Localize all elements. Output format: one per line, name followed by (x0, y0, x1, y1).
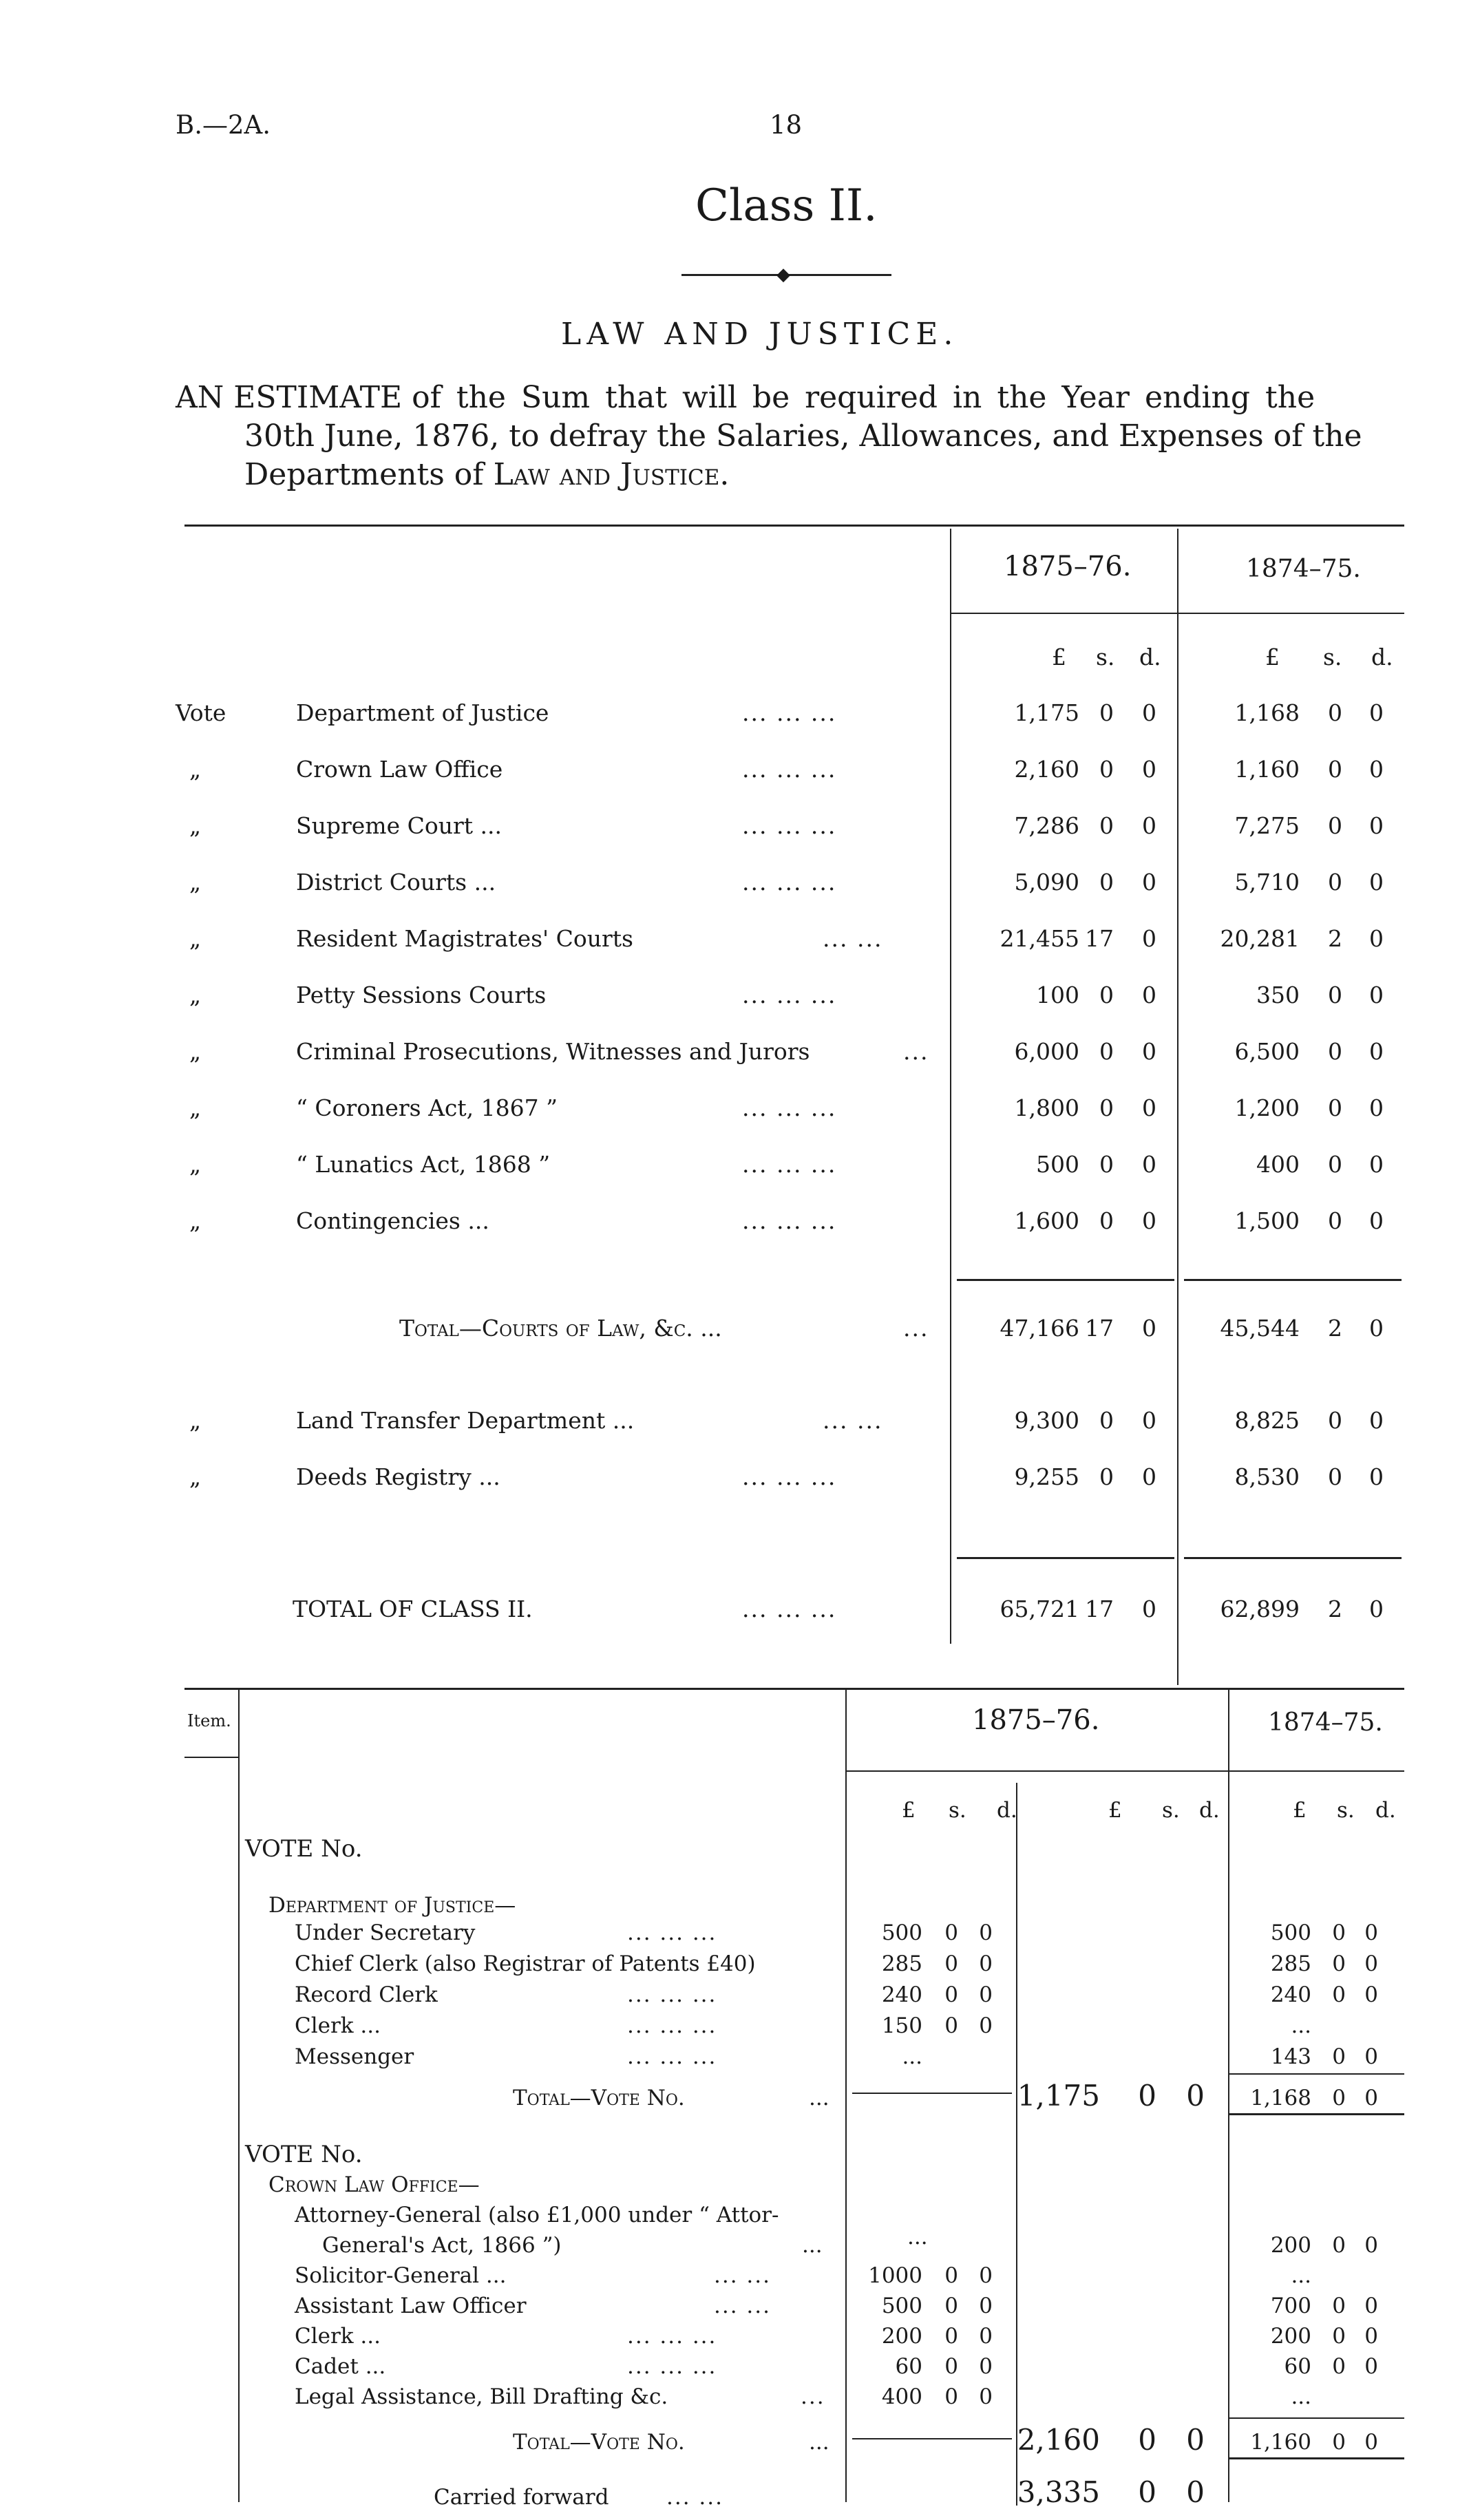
summary-value-pence-b: 0 (1369, 756, 1384, 783)
unit-s-a: s. (1096, 644, 1115, 670)
detail-value-shillings-a: 0 (944, 2263, 958, 2288)
summary-row-dots: ... ... ... (742, 1151, 837, 1178)
summary-row-dots: ... ... ... (742, 756, 837, 783)
summary-value-shillings-a: 0 (1099, 1407, 1114, 1434)
summary-row-name: Department of Justice (296, 699, 549, 726)
intro-law-justice: Law and Justice. (493, 457, 730, 492)
summary-value-pounds-a: 5,090 (1014, 869, 1079, 896)
detail-value-pounds-b: 143 (1270, 2044, 1311, 2069)
summary-value-pence-b: 0 (1369, 982, 1384, 1008)
detail-value-shillings-b: 0 (1332, 1920, 1346, 1945)
detail-value-shillings-b: 0 (1332, 2294, 1346, 2318)
intro-line-3 (244, 457, 729, 492)
intro-line-2: 30th June, 1876, to defray the Salaries, Allowances, and Expenses of the (244, 419, 1362, 454)
summary-row-name: Resident Magistrates' Courts (296, 925, 633, 952)
detail-value-shillings-b: 0 (1332, 1951, 1346, 1976)
detail-value-pounds-b: 500 (1270, 1920, 1311, 1945)
detail-value-pence-b: 0 (1364, 2044, 1378, 2069)
detail-row-dots: ... (801, 2384, 825, 2409)
summary-value-pounds-b: 45,544 (1220, 1315, 1300, 1342)
detail-row-name: Solicitor-General ... (295, 2263, 507, 2288)
total-courts-rule-a (957, 1279, 1174, 1281)
detail-vline-1 (845, 1690, 847, 2502)
summary-row-dots: ... (903, 1038, 929, 1065)
page-ref: B.—2A. (176, 110, 271, 140)
summary-row-prefix: „ (189, 982, 202, 1008)
vote-total-pence-b: 0 (1364, 2430, 1378, 2455)
summary-value-pence-b: 0 (1369, 1207, 1384, 1234)
summary-value-pounds-a: 7,286 (1014, 812, 1079, 839)
detail-value-pounds-a: 1000 (868, 2263, 922, 2288)
summary-value-shillings-b: 0 (1328, 1094, 1342, 1121)
summary-value-pence-b: 0 (1369, 925, 1384, 952)
crown-heading: Crown Law Office— (268, 2172, 480, 2197)
summary-year-b: 1874–75. (1246, 555, 1361, 583)
detail-year-rule-b (1229, 1770, 1404, 1772)
detail-value-pence-b: 0 (1364, 1951, 1378, 1976)
vote-total-shillings-a: 0 (1138, 2423, 1156, 2457)
summary-value-pence-a: 0 (1142, 699, 1156, 726)
d-unit-d-3: d. (1375, 1798, 1396, 1823)
summary-value-pounds-a: 500 (1036, 1151, 1079, 1178)
summary-row-dots: ... ... ... (742, 1094, 837, 1121)
vote-total-pence-a: 0 (1186, 2423, 1205, 2457)
d-unit-s-2: s. (1162, 1798, 1180, 1823)
detail-value-shillings-a: 0 (944, 2013, 958, 2038)
summary-value-pounds-a: 9,255 (1014, 1463, 1079, 1490)
summary-row-dots: ... ... ... (742, 982, 837, 1008)
summary-total-label: TOTAL OF CLASS II. (293, 1596, 533, 1622)
carried-forward-pounds: 3,335 (1017, 2475, 1100, 2509)
detail-row-dots: ... ... ... (627, 1920, 717, 1945)
summary-value-pence-b: 0 (1369, 1315, 1384, 1342)
summary-value-shillings-b: 0 (1328, 1207, 1342, 1234)
detail-value-shillings-b: 0 (1332, 2324, 1346, 2349)
detail-value-pounds-b: 200 (1270, 2324, 1311, 2349)
detail-value-pounds-a: 200 (881, 2324, 922, 2349)
total-courts-rule-b (1184, 1279, 1402, 1281)
summary-value-shillings-b: 0 (1328, 699, 1342, 726)
justice-total-rule-top-b (1229, 2073, 1404, 2075)
detail-row-name: Messenger (295, 2044, 414, 2069)
summary-value-shillings-b: 2 (1328, 1315, 1342, 1342)
summary-row-prefix: „ (189, 1407, 202, 1434)
detail-value-pence-a: 0 (979, 1951, 993, 1976)
summary-value-pounds-a: 47,166 (1000, 1315, 1079, 1342)
detail-value-pence-b: 0 (1364, 2324, 1378, 2349)
attorney-general-line2: General's Act, 1866 ”) (322, 2233, 562, 2258)
vote-total-label: Total—Vote No. (513, 2430, 685, 2455)
carried-forward-pence: 0 (1186, 2475, 1205, 2509)
summary-row-dots: ... ... ... (742, 1207, 837, 1234)
detail-value-pence-b: 0 (1364, 2354, 1378, 2379)
summary-row-dots: ... ... ... (742, 869, 837, 896)
detail-value-pounds-a: 60 (895, 2354, 922, 2379)
justice-total-rule-b (1229, 2113, 1404, 2115)
detail-value-shillings-a: 0 (944, 2354, 958, 2379)
summary-value-pence-a: 0 (1142, 925, 1156, 952)
summary-value-shillings-a: 0 (1099, 1038, 1114, 1065)
d-unit-pound-3: £ (1293, 1798, 1307, 1823)
summary-value-pounds-a: 6,000 (1014, 1038, 1079, 1065)
detail-value-shillings-b: 0 (1332, 2044, 1346, 2069)
summary-value-pence-a: 0 (1142, 1207, 1156, 1234)
page-number: 18 (770, 110, 803, 140)
summary-row-name: Deeds Registry ... (296, 1463, 500, 1490)
summary-row-name: Supreme Court ... (296, 812, 502, 839)
attorney-general-pounds-b: 200 (1270, 2233, 1311, 2258)
summary-row-dots: ... ... (823, 925, 883, 952)
detail-value-pence-a: 0 (979, 2263, 993, 2288)
summary-row-name: District Courts ... (296, 869, 496, 896)
unit-s-b: s. (1323, 644, 1342, 670)
detail-row-dots: ... ... ... (627, 2013, 717, 2038)
vote-total-label: Total—Vote No. (513, 2086, 685, 2110)
summary-value-shillings-b: 0 (1328, 869, 1342, 896)
detail-value-pounds-b: ... (1291, 2384, 1311, 2409)
attorney-general-shillings-b: 0 (1332, 2233, 1346, 2258)
vote-total-pence-a: 0 (1186, 2079, 1205, 2113)
attorney-general-pence-b: 0 (1364, 2233, 1378, 2258)
summary-value-pence-b: 0 (1369, 1463, 1384, 1490)
summary-value-shillings-a: 0 (1099, 869, 1114, 896)
d-unit-d-2: d. (1199, 1798, 1220, 1823)
summary-value-pounds-a: 21,455 (1000, 925, 1079, 952)
summary-value-pence-a: 0 (1142, 1596, 1156, 1622)
vote-total-pounds-b: 1,160 (1250, 2430, 1311, 2455)
summary-row-dots: ... ... ... (742, 812, 837, 839)
detail-value-pence-a: 0 (979, 2384, 993, 2409)
detail-value-pounds-a: 150 (881, 2013, 922, 2038)
summary-value-pence-a: 0 (1142, 1151, 1156, 1178)
detail-row-name: Clerk ... (295, 2013, 381, 2038)
summary-row-dots: ... ... ... (742, 1463, 837, 1490)
class-title: Class II. (695, 180, 878, 231)
detail-value-shillings-a: 0 (944, 2324, 958, 2349)
summary-value-pounds-a: 2,160 (1014, 756, 1079, 783)
detail-value-pence-a: 0 (979, 2013, 993, 2038)
detail-value-pounds-b: 240 (1270, 1982, 1311, 2007)
summary-year-a: 1875–76. (1004, 551, 1132, 582)
crown-total-rule-top-b (1229, 2417, 1404, 2419)
summary-value-pence-a: 0 (1142, 1094, 1156, 1121)
summary-value-pounds-b: 5,710 (1234, 869, 1300, 896)
summary-row-prefix: „ (189, 869, 202, 896)
summary-value-shillings-a: 17 (1085, 1596, 1114, 1622)
summary-value-pence-b: 0 (1369, 812, 1384, 839)
summary-row-prefix: „ (189, 756, 202, 783)
detail-vline-2 (1228, 1690, 1229, 2502)
detail-value-pence-b: 0 (1364, 1920, 1378, 1945)
summary-value-pence-b: 0 (1369, 1151, 1384, 1178)
summary-value-shillings-a: 17 (1085, 1315, 1114, 1342)
summary-value-pounds-a: 1,800 (1014, 1094, 1079, 1121)
justice-heading: Department of Justice— (268, 1893, 516, 1918)
summary-row-name: “ Coroners Act, 1867 ” (296, 1094, 558, 1121)
detail-row-dots: ... ... ... (627, 1982, 717, 2007)
diamond-icon: ◆ (776, 264, 790, 285)
total-class-rule-b (1184, 1557, 1402, 1559)
detail-value-pounds-b: 285 (1270, 1951, 1311, 1976)
summary-value-shillings-a: 0 (1099, 1207, 1114, 1234)
summary-value-shillings-b: 2 (1328, 1596, 1342, 1622)
vote-total-shillings-a: 0 (1138, 2079, 1156, 2113)
summary-value-pounds-a: 9,300 (1014, 1407, 1079, 1434)
detail-value-pence-a: 0 (979, 2354, 993, 2379)
summary-row-name: “ Lunatics Act, 1868 ” (296, 1151, 551, 1178)
summary-value-shillings-a: 0 (1099, 1151, 1114, 1178)
detail-row-dots: ... ... ... (627, 2324, 717, 2349)
detail-value-pence-b: 0 (1364, 1982, 1378, 2007)
summary-value-pounds-b: 400 (1256, 1151, 1300, 1178)
summary-value-pence-b: 0 (1369, 1596, 1384, 1622)
summary-value-pence-a: 0 (1142, 982, 1156, 1008)
summary-value-pounds-b: 1,160 (1234, 756, 1300, 783)
detail-value-pounds-a: 400 (881, 2384, 922, 2409)
crown-total-rule-b (1229, 2457, 1404, 2459)
vote-label-crown: VOTE No. (245, 2141, 363, 2168)
unit-d-b: d. (1371, 644, 1393, 670)
summary-value-shillings-b: 2 (1328, 925, 1342, 952)
detail-value-pounds-a: 500 (881, 2294, 922, 2318)
summary-value-pence-a: 0 (1142, 1463, 1156, 1490)
summary-row-dots: ... ... ... (742, 699, 837, 726)
summary-value-pence-a: 0 (1142, 1407, 1156, 1434)
detail-value-shillings-a: 0 (944, 1982, 958, 2007)
summary-value-pence-b: 0 (1369, 699, 1384, 726)
detail-value-pounds-a: 285 (881, 1951, 922, 1976)
item-label: Item. (187, 1711, 231, 1730)
summary-row-dots: ... ... (823, 1407, 883, 1434)
detail-year-rule (845, 1770, 1228, 1772)
vote-total-dots: ... (809, 2086, 829, 2110)
unit-pound-b: £ (1265, 644, 1280, 670)
detail-row-name: Chief Clerk (also Registrar of Patents £40) (295, 1951, 756, 1976)
d-unit-s-3: s. (1337, 1798, 1355, 1823)
detail-value-pounds-a: 240 (881, 1982, 922, 2007)
intro-text-3: Departments of (244, 457, 484, 492)
summary-value-shillings-a: 0 (1099, 699, 1114, 726)
summary-value-shillings-b: 0 (1328, 1463, 1342, 1490)
summary-row-prefix: „ (189, 1038, 202, 1065)
summary-value-pounds-b: 1,168 (1234, 699, 1300, 726)
detail-value-shillings-a: 0 (944, 2294, 958, 2318)
summary-row-dots: ... (903, 1315, 929, 1342)
vote-total-pounds-b: 1,168 (1250, 2086, 1311, 2110)
attorney-general-value-a: ... (907, 2225, 928, 2249)
d-unit-pound-1: £ (902, 1798, 916, 1823)
summary-value-pence-a: 0 (1142, 756, 1156, 783)
summary-value-pounds-a: 100 (1036, 982, 1079, 1008)
d-unit-pound-2: £ (1108, 1798, 1122, 1823)
summary-value-shillings-a: 0 (1099, 756, 1114, 783)
detail-top-rule (184, 1688, 1404, 1690)
detail-row-dots: ... ... ... (627, 2354, 717, 2379)
detail-row-name: Assistant Law Officer (295, 2294, 527, 2318)
item-rule (184, 1757, 238, 1758)
unit-pound-a: £ (1052, 644, 1066, 670)
summary-value-shillings-a: 0 (1099, 1094, 1114, 1121)
summary-value-shillings-a: 17 (1085, 925, 1114, 952)
detail-value-pounds-b: 700 (1270, 2294, 1311, 2318)
detail-value-pounds-b: ... (1291, 2263, 1311, 2288)
summary-value-shillings-a: 0 (1099, 812, 1114, 839)
summary-row-name: Land Transfer Department ... (296, 1407, 635, 1434)
intro-text-1: of the Sum that will be required in the Year ending the (412, 380, 1315, 415)
summary-value-shillings-b: 0 (1328, 1151, 1342, 1178)
carried-forward-dots: ... ... (666, 2485, 723, 2510)
summary-value-pounds-b: 7,275 (1234, 812, 1300, 839)
crown-total-rule-a (852, 2438, 1012, 2439)
detail-row-name: Legal Assistance, Bill Drafting &c. (295, 2384, 668, 2409)
summary-row-name: Contingencies ... (296, 1207, 489, 1234)
summary-value-pence-a: 0 (1142, 869, 1156, 896)
summary-value-pounds-b: 1,500 (1234, 1207, 1300, 1234)
detail-value-shillings-b: 0 (1332, 1982, 1346, 2007)
vote-total-shillings-b: 0 (1332, 2430, 1346, 2455)
detail-value-shillings-a: 0 (944, 1920, 958, 1945)
summary-row-name: Petty Sessions Courts (296, 982, 547, 1008)
detail-row-dots: ... ... ... (627, 2044, 717, 2069)
summary-value-pounds-b: 62,899 (1220, 1596, 1300, 1622)
detail-value-shillings-a: 0 (944, 2384, 958, 2409)
detail-value-pence-a: 0 (979, 2294, 993, 2318)
summary-row-prefix: Vote (176, 699, 226, 726)
detail-value-pounds-b: 60 (1284, 2354, 1311, 2379)
vote-label-justice: VOTE No. (245, 1835, 363, 1863)
detail-value-shillings-a: 0 (944, 1951, 958, 1976)
summary-value-pence-a: 0 (1142, 812, 1156, 839)
detail-value-pence-a: 0 (979, 2324, 993, 2349)
carried-forward-label: Carried forward (434, 2485, 609, 2510)
summary-row-prefix: „ (189, 1207, 202, 1234)
summary-value-pounds-a: 1,175 (1014, 699, 1079, 726)
summary-row-prefix: „ (189, 812, 202, 839)
summary-value-pounds-a: 65,721 (1000, 1596, 1079, 1622)
d-unit-d-1: d. (997, 1798, 1017, 1823)
detail-value-pence-a: 0 (979, 1920, 993, 1945)
detail-value-pounds-b: ... (1291, 2013, 1311, 2038)
unit-d-a: d. (1139, 644, 1161, 670)
detail-value-pence-b: 0 (1364, 2294, 1378, 2318)
detail-row-name: Cadet ... (295, 2354, 386, 2379)
justice-total-rule-a (852, 2093, 1012, 2094)
detail-value-pence-a: 0 (979, 1982, 993, 2007)
intro-line-1 (176, 380, 1315, 415)
detail-value-pounds-a: 500 (881, 1920, 922, 1945)
summary-total-label: Total—Courts of Law, &c. ... (399, 1315, 722, 1342)
summary-row-dots: ... ... ... (742, 1596, 837, 1622)
summary-value-shillings-b: 0 (1328, 756, 1342, 783)
vote-total-pence-b: 0 (1364, 2086, 1378, 2110)
detail-year-b: 1874–75. (1268, 1708, 1383, 1737)
detail-vline-item (238, 1690, 240, 2502)
vote-total-dots: ... (809, 2430, 829, 2455)
summary-row-name: Crown Law Office (296, 756, 503, 783)
summary-value-pounds-b: 350 (1256, 982, 1300, 1008)
summary-row-prefix: „ (189, 1151, 202, 1178)
detail-row-dots: ... ... (714, 2263, 771, 2288)
summary-value-pence-b: 0 (1369, 869, 1384, 896)
summary-value-pounds-b: 8,825 (1234, 1407, 1300, 1434)
summary-value-pounds-b: 8,530 (1234, 1463, 1300, 1490)
d-unit-s-1: s. (949, 1798, 966, 1823)
intro-lead: AN ESTIMATE (176, 380, 403, 415)
detail-vline-mid (1016, 1783, 1017, 2506)
section-title: LAW AND JUSTICE. (561, 317, 959, 352)
detail-row-dots: ... ... (714, 2294, 771, 2318)
detail-value-shillings-b: 0 (1332, 2354, 1346, 2379)
summary-value-pounds-a: 1,600 (1014, 1207, 1079, 1234)
detail-row-name: Under Secretary (295, 1920, 476, 1945)
detail-row-name: Record Clerk (295, 1982, 438, 2007)
summary-value-shillings-b: 0 (1328, 812, 1342, 839)
summary-value-pence-b: 0 (1369, 1407, 1384, 1434)
summary-vline-1 (950, 529, 951, 1644)
summary-value-shillings-a: 0 (1099, 982, 1114, 1008)
detail-year-a: 1875–76. (972, 1704, 1100, 1736)
summary-year-rule (950, 613, 1404, 614)
summary-row-prefix: „ (189, 1463, 202, 1490)
detail-value-pounds-a: ... (902, 2044, 922, 2069)
summary-value-shillings-a: 0 (1099, 1463, 1114, 1490)
carried-forward-shillings: 0 (1138, 2475, 1156, 2509)
summary-value-pence-b: 0 (1369, 1038, 1384, 1065)
vote-total-pounds-a: 2,160 (1017, 2423, 1100, 2457)
attorney-general-dots: ... (802, 2233, 823, 2258)
summary-value-pounds-b: 1,200 (1234, 1094, 1300, 1121)
summary-value-shillings-b: 0 (1328, 1407, 1342, 1434)
vote-total-shillings-b: 0 (1332, 2086, 1346, 2110)
summary-top-rule (184, 525, 1404, 527)
summary-vline-2 (1177, 529, 1178, 1685)
summary-value-shillings-b: 0 (1328, 982, 1342, 1008)
summary-value-pounds-b: 6,500 (1234, 1038, 1300, 1065)
total-class-rule-a (957, 1557, 1174, 1559)
summary-value-pence-b: 0 (1369, 1094, 1384, 1121)
detail-row-name: Clerk ... (295, 2324, 381, 2349)
vote-total-pounds-a: 1,175 (1017, 2079, 1100, 2113)
summary-row-name: Criminal Prosecutions, Witnesses and Jurors (296, 1038, 810, 1065)
summary-row-prefix: „ (189, 1094, 202, 1121)
summary-value-pence-a: 0 (1142, 1038, 1156, 1065)
summary-row-prefix: „ (189, 925, 202, 952)
summary-value-pounds-b: 20,281 (1220, 925, 1300, 952)
attorney-general-line1: Attorney-General (also £1,000 under “ Attor- (295, 2203, 779, 2227)
summary-value-shillings-b: 0 (1328, 1038, 1342, 1065)
summary-value-pence-a: 0 (1142, 1315, 1156, 1342)
